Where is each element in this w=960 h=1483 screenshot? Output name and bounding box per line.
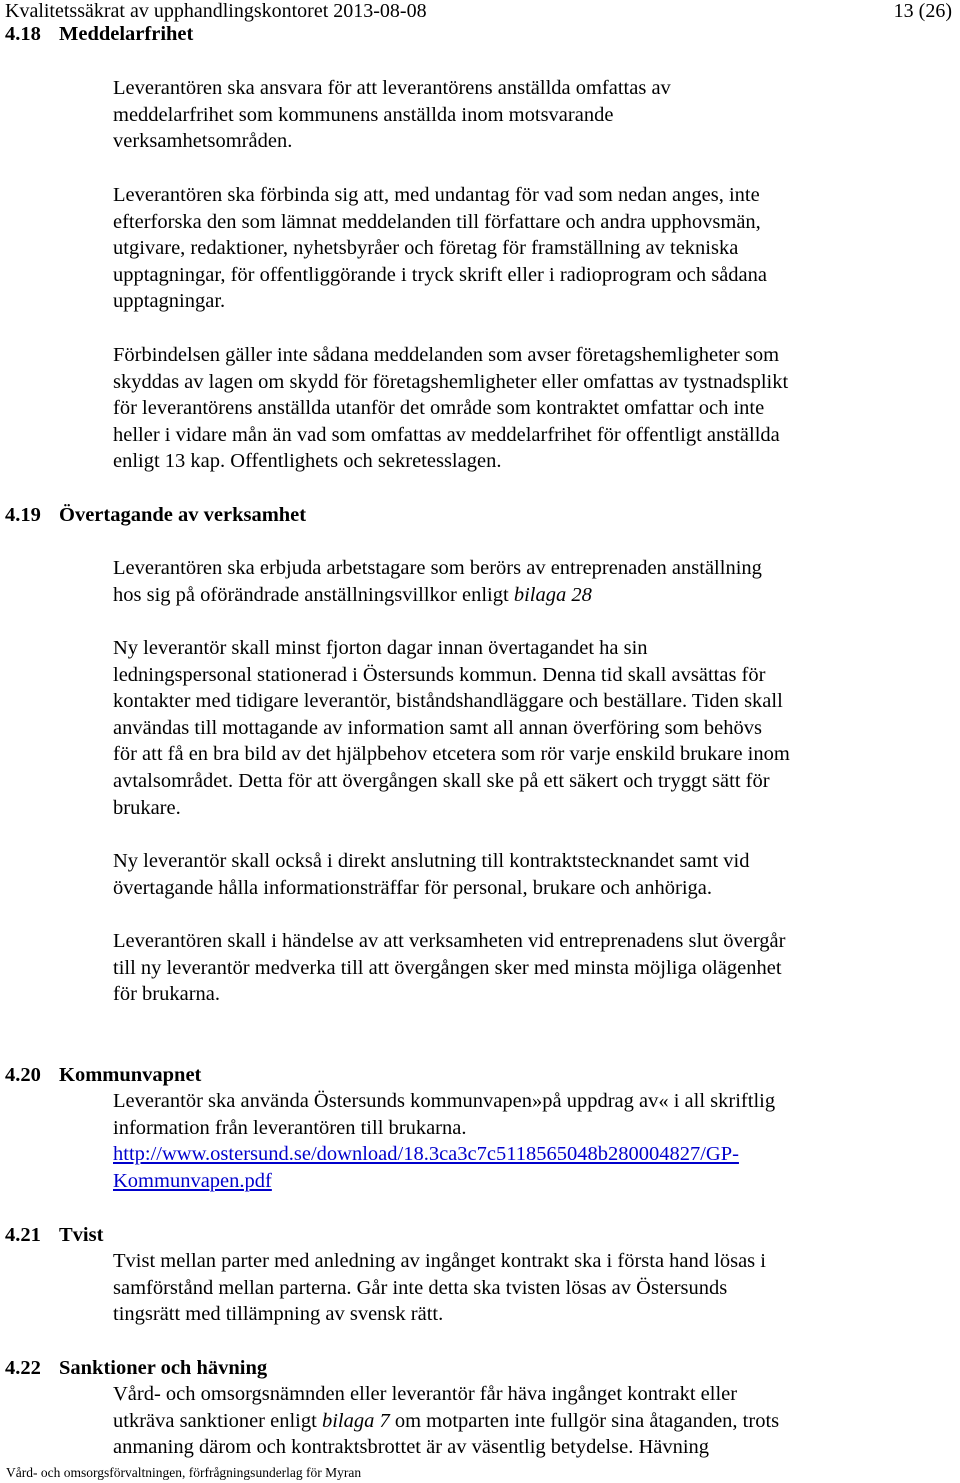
text-line: kontakter med tidigare leverantör, biståndshandläggare och beställare. Tiden skall	[113, 690, 783, 713]
text-run: om motparten inte fullgör sina åtaganden, trots	[389, 1409, 780, 1432]
text-line: Leverantör ska använda Östersunds kommunvapen»på uppdrag av« i all skriftlig	[113, 1090, 776, 1112]
text-line: upptagningar, för offentliggörande i tryck skrift eller i radioprogram och sådana	[113, 263, 768, 286]
text-line	[113, 582, 913, 609]
link-line[interactable]	[113, 1141, 913, 1168]
section-title: Kommunvapnet	[59, 1064, 202, 1086]
text-line: för leverantörens anställda utanför det område som kontraktet omfattar och inte	[113, 397, 765, 420]
page-header	[5, 0, 952, 22]
section-title: Övertagande av verksamhet	[59, 504, 307, 526]
text-line: Leverantören ska erbjuda arbetstagare som berörs av entreprenaden anställning	[113, 557, 762, 579]
text-line	[113, 1408, 913, 1435]
page-number: 13 (26)	[893, 0, 952, 22]
text-run: utkräva sanktioner enligt	[113, 1409, 322, 1432]
link-line[interactable]	[113, 1168, 913, 1195]
text-line: tingsrätt med tillämpning av svensk rätt.	[113, 1303, 444, 1326]
page-footer: Vård- och omsorgsförvaltningen, förfrågningsunderlag för Myran	[6, 1465, 362, 1480]
header-title: Kvalitetssäkrat av upphandlingskontoret 2013-08-08	[5, 0, 427, 22]
text-line: information från leverantören till brukarna.	[113, 1116, 467, 1139]
kommunvapen-link[interactable]: http://www.ostersund.se/download/18.3ca3c7c5118565048b280004827/GP-	[113, 1143, 739, 1166]
text-line: upptagningar.	[113, 290, 226, 313]
paragraph-overtagande-3	[113, 848, 913, 901]
paragraph-tvist	[113, 1248, 913, 1328]
text-line: Tvist mellan parter med anledning av ingånget kontrakt ska i första hand lösas i	[113, 1250, 766, 1272]
section-heading-4-21	[5, 1222, 103, 1248]
paragraph-meddelarfrihet-1	[113, 75, 913, 155]
section-number: 4.19	[5, 504, 41, 526]
section-number: 4.20	[5, 1064, 41, 1086]
text-line: för brukarna.	[113, 983, 221, 1006]
section-title: Tvist	[59, 1224, 104, 1246]
text-line: Leverantören ska förbinda sig att, med undantag för vad som nedan anges, inte	[113, 184, 760, 206]
text-line: verksamhetsområden.	[113, 130, 293, 153]
section-heading-4-20	[5, 1062, 201, 1088]
text-line: Förbindelsen gäller inte sådana meddelanden som avser företagshemligheter som	[113, 344, 780, 366]
text-line: övertagande hålla informationsträffar för personal, brukare och anhöriga.	[113, 876, 712, 899]
text-line: skyddas av lagen om skydd för företagshemligheter eller omfattas av tystnadsplikt	[113, 370, 789, 393]
text-line: Vård- och omsorgsnämnden eller leverantör får häva ingånget kontrakt eller	[113, 1383, 738, 1405]
text-line: till ny leverantör medverka till att övergången sker med minsta möjliga olägenhet	[113, 956, 782, 979]
text-line: meddelarfrihet som kommunens anställda inom motsvarande	[113, 103, 614, 126]
section-heading-4-19	[5, 502, 306, 528]
attachment-reference: bilaga 28	[513, 583, 592, 606]
text-run: hos sig på oförändrade anställningsvillkor enligt	[113, 583, 514, 606]
text-line: för att få en bra bild av det hjälpbehov etcetera som rör varje enskild brukare inom	[113, 743, 790, 766]
paragraph-overtagande-1	[113, 555, 913, 608]
paragraph-kommunvapnet	[113, 1088, 913, 1194]
text-line: avtalsområdet. Detta för att övergången skall ske på ett säkert och tryggt sätt för	[113, 769, 770, 792]
text-line: efterforska den som lämnat meddelanden till författare och andra upphovsmän,	[113, 210, 761, 233]
text-line: brukare.	[113, 796, 181, 819]
section-number: 4.18	[5, 23, 41, 45]
text-line: Leverantören ska ansvara för att leverantörens anställda omfattas av	[113, 77, 671, 99]
section-heading-4-18	[5, 21, 193, 47]
section-heading-4-22	[5, 1355, 267, 1381]
paragraph-meddelarfrihet-3	[113, 342, 913, 475]
text-line: Ny leverantör skall också i direkt anslutning till kontraktstecknandet samt vid	[113, 850, 750, 872]
section-title: Sanktioner och hävning	[59, 1357, 268, 1379]
paragraph-sanktioner	[113, 1381, 913, 1461]
kommunvapen-link-continued[interactable]: Kommunvapen.pdf	[113, 1169, 272, 1192]
text-line: användas till mottagande av information samt all annan överföring som behövs	[113, 716, 763, 739]
paragraph-overtagande-2	[113, 635, 913, 821]
attachment-reference: bilaga 7	[321, 1409, 390, 1432]
section-number: 4.21	[5, 1224, 41, 1246]
section-title: Meddelarfrihet	[59, 23, 194, 45]
text-line: Ny leverantör skall minst fjorton dagar innan övertagandet ha sin	[113, 637, 648, 659]
text-line: ledningspersonal stationerad i Östersunds kommun. Denna tid skall avsättas för	[113, 663, 766, 686]
paragraph-meddelarfrihet-2	[113, 182, 913, 315]
text-line: heller i vidare mån än vad som omfattas av meddelarfrihet för offentligt anställda	[113, 423, 780, 446]
section-number: 4.22	[5, 1357, 41, 1379]
text-line: Leverantören skall i händelse av att verksamheten vid entreprenadens slut övergår	[113, 930, 786, 952]
text-line: anmaning därom och kontraktsbrottet är av väsentlig betydelse. Hävning	[113, 1436, 710, 1459]
text-line: enligt 13 kap. Offentlighets och sekretesslagen.	[113, 450, 502, 473]
text-line: utgivare, redaktioner, nyhetsbyråer och företag för framställning av tekniska	[113, 237, 739, 260]
text-line: samförstånd mellan parterna. Går inte detta ska tvisten lösas av Östersunds	[113, 1276, 728, 1299]
paragraph-overtagande-4	[113, 928, 913, 1008]
